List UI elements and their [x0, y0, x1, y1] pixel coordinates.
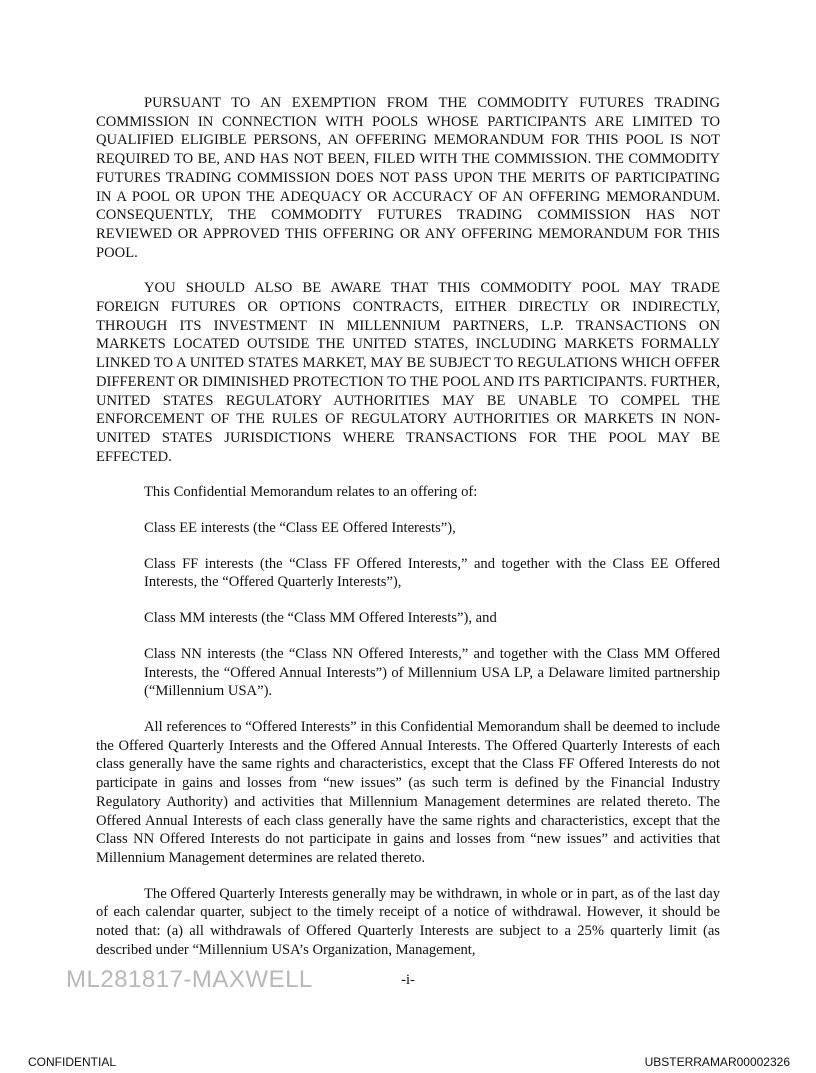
cftc-exemption-paragraph: PURSUANT TO AN EXEMPTION FROM THE COMMODITY FUTURES TRADING COMMISSION IN CONNECTION WITH POOLS WHOSE PARTICIPANTS ARE LIMITED TO QUALIFIED ELIGIBLE PERSONS, AN OFFERING MEMORANDUM FOR THIS POOL IS NOT REQUIRED TO BE, AND HAS NOT BEEN, FILED WITH THE COMMISSION. THE COMMODITY FUTURES TRADING COMMISSION DOES NOT PASS UPON THE MERITS OF PARTICIPATING IN A POOL OR UPON THE ADEQUACY OR ACCURACY OF AN OFFERING MEMORANDUM. CONSEQUENTLY, THE COMMODITY FUTURES TRADING COMMISSION HAS NOT REVIEWED OR APPROVED THIS OFFERING OR ANY OFFERING MEMORANDUM FOR THIS POOL. — [96, 95, 720, 261]
withdrawal-paragraph: The Offered Quarterly Interests generally may be withdrawn, in whole or in part, as of the last day of each calendar quarter, subject to the timely receipt of a notice of withdrawal. However, it should be noted that: (a) all withdrawals of Offered Quarterly Interests are subject to a 25% quarterly limit (as described under “Millennium USA’s Organization, Management, — [96, 885, 720, 958]
offering-intro: This Confidential Memorandum relates to an offering of: — [144, 484, 478, 501]
page-number: -i- — [401, 972, 415, 988]
document-page — [96, 94, 720, 976]
offering-class-ff: Class FF interests (the “Class FF Offered Interests,” and together with the Class EE Offered Interests, the “Offered Quarterly Interests”), — [144, 555, 720, 591]
foreign-futures-paragraph: YOU SHOULD ALSO BE AWARE THAT THIS COMMODITY POOL MAY TRADE FOREIGN FUTURES OR OPTIONS CONTRACTS, EITHER DIRECTLY OR INDIRECTLY, THROUGH ITS INVESTMENT IN MILLENNIUM PARTNERS, L.P. TRANSACTIONS ON MARKETS LOCATED OUTSIDE THE UNITED STATES, INCLUDING MARKETS FORMALLY LINKED TO A UNITED STATES MARKET, MAY BE SUBJECT TO REGULATIONS WHICH OFFER DIFFERENT OR DIMINISHED PROTECTION TO THE POOL AND ITS PARTICIPANTS. FURTHER, UNITED STATES REGULATORY AUTHORITIES MAY BE UNABLE TO COMPEL THE ENFORCEMENT OF THE RULES OF REGULATORY AUTHORITIES OR MARKETS IN NON-UNITED STATES JURISDICTIONS WHERE TRANSACTIONS FOR THE POOL MAY BE EFFECTED. — [96, 280, 720, 465]
offering-class-nn: Class NN interests (the “Class NN Offered Interests,” and together with the Class MM Offered Interests, the “Offered Annual Interests”) of Millennium USA LP, a Delaware limited partnership (“Millennium USA”). — [144, 645, 720, 700]
document-id-label: UBSTERRAMAR00002326 — [644, 1055, 790, 1069]
offered-interests-paragraph: All references to “Offered Interests” in this Confidential Memorandum shall be deemed to include the Offered Quarterly Interests and the Offered Annual Interests. The Offered Quarterly Interests of each class generally have the same rights and characteristics, except that the Class FF Offered Interests do not participate in gains and losses from “new issues” (as such term is defined by the Financial Industry Regulatory Authority) and activities that Millennium Management determines are related thereto. The Offered Annual Interests of each class generally have the same rights and characteristics, except that the Class NN Offered Interests do not participate in gains and losses from “new issues” and activities that Millennium Management determines are related thereto. — [96, 718, 720, 866]
bates-stamp: ML281817-MAXWELL — [66, 966, 313, 993]
confidential-label: CONFIDENTIAL — [28, 1055, 117, 1069]
offering-class-mm: Class MM interests (the “Class MM Offered Interests”), and — [144, 610, 497, 627]
offering-class-ee: Class EE interests (the “Class EE Offered Interests”), — [144, 520, 456, 537]
